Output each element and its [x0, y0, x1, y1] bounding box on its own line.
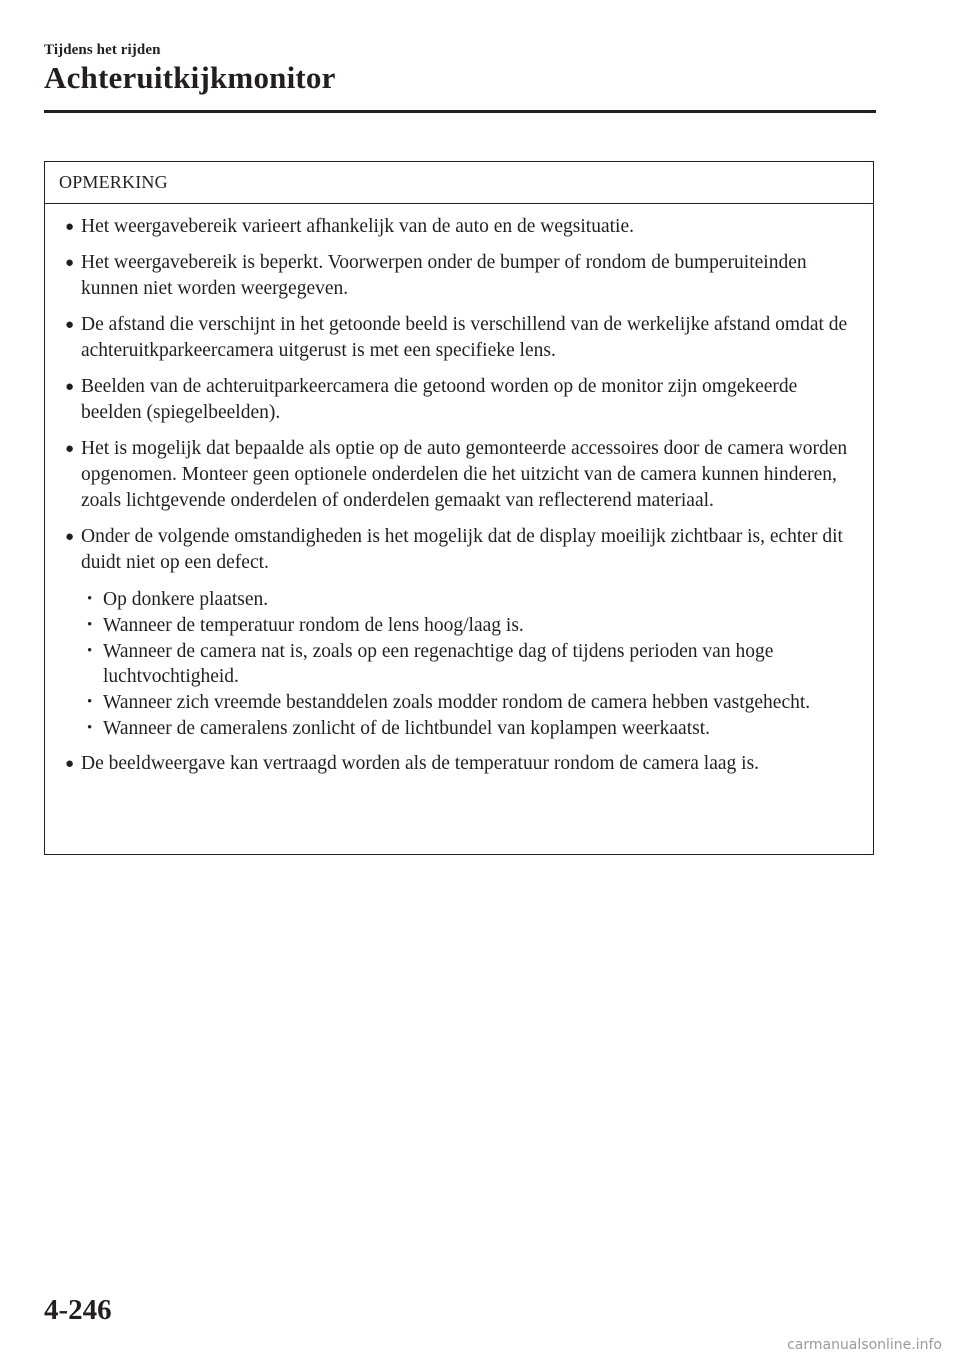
- bullet-icon: ●: [65, 255, 75, 271]
- bullet-icon: ●: [65, 317, 75, 333]
- sub-bullet-icon: •: [87, 694, 93, 710]
- note-subitem: [81, 613, 857, 638]
- bullet-icon: ●: [65, 756, 75, 772]
- bullet-icon: ●: [65, 441, 75, 457]
- sub-bullet-icon: •: [87, 591, 93, 607]
- note-item-text: Het weergavebereik is beperkt. Voorwerpen onder de bumper of rondom de bumperuiteinden kunnen niet worden weergegeven.: [81, 252, 807, 299]
- note-box: [44, 161, 874, 855]
- note-item-text: De afstand die verschijnt in het getoonde beeld is verschillend van de werkelijke afstand omdat de achteruitkparkeercamera uitgerust is met een specifieke lens.: [81, 314, 848, 361]
- note-item: [65, 751, 857, 777]
- page-number: 4-246: [44, 1294, 112, 1326]
- note-subitem: [81, 690, 857, 715]
- note-item-text: Het is mogelijk dat bepaalde als optie op de auto gemonteerde accessoires door de camera worden opgenomen. Monteer geen optionele onderdelen die het uitzicht van de camera kunnen hinderen, zoals lichtgevende onderdelen of onderdelen gemaakt van reflecterend materiaal.: [81, 438, 848, 511]
- watermark: carmanualsonline.info: [787, 1337, 942, 1353]
- note-item: [65, 214, 857, 240]
- bullet-icon: ●: [65, 529, 75, 545]
- sub-bullet-icon: •: [87, 643, 93, 659]
- note-heading: OPMERKING: [45, 162, 873, 204]
- note-item-text: De beeldweergave kan vertraagd worden als de temperatuur rondom de camera laag is.: [81, 753, 760, 774]
- note-item: [65, 312, 857, 364]
- note-item-text: Beelden van de achteruitparkeercamera die getoond worden op de monitor zijn omgekeerde beelden (spiegelbeelden).: [81, 376, 798, 423]
- note-item: [65, 374, 857, 426]
- note-subitem: [81, 639, 857, 689]
- page-title: Achteruitkijkmonitor: [44, 60, 336, 95]
- note-subitem: [81, 587, 857, 612]
- note-item: [65, 436, 857, 514]
- note-subitem: [81, 716, 857, 741]
- note-subitem-text: Wanneer zich vreemde bestanddelen zoals modder rondom de camera hebben vastgehecht.: [103, 692, 811, 713]
- note-subitem-text: Op donkere plaatsen.: [103, 589, 269, 610]
- bullet-icon: ●: [65, 379, 75, 395]
- title-divider: [44, 110, 876, 113]
- sub-bullet-icon: •: [87, 720, 93, 736]
- section-label: Tijdens het rijden: [44, 42, 161, 58]
- bullet-icon: ●: [65, 219, 75, 235]
- note-list: [45, 204, 873, 777]
- note-subitem-text: Wanneer de temperatuur rondom de lens hoog/laag is.: [103, 615, 524, 636]
- note-sublist: [81, 587, 857, 741]
- note-subitem-text: Wanneer de camera nat is, zoals op een regenachtige dag of tijdens perioden van hoge luchtvochtigheid.: [103, 641, 774, 687]
- note-subitem-text: Wanneer de cameralens zonlicht of de lichtbundel van koplampen weerkaatst.: [103, 718, 711, 739]
- sub-bullet-icon: •: [87, 617, 93, 633]
- note-item-text: Het weergavebereik varieert afhankelijk van de auto en de wegsituatie.: [81, 216, 634, 237]
- note-item: [65, 524, 857, 741]
- note-item-text: Onder de volgende omstandigheden is het mogelijk dat de display moeilijk zichtbaar is, echter dit duidt niet op een defect.: [81, 526, 843, 573]
- note-item: [65, 250, 857, 302]
